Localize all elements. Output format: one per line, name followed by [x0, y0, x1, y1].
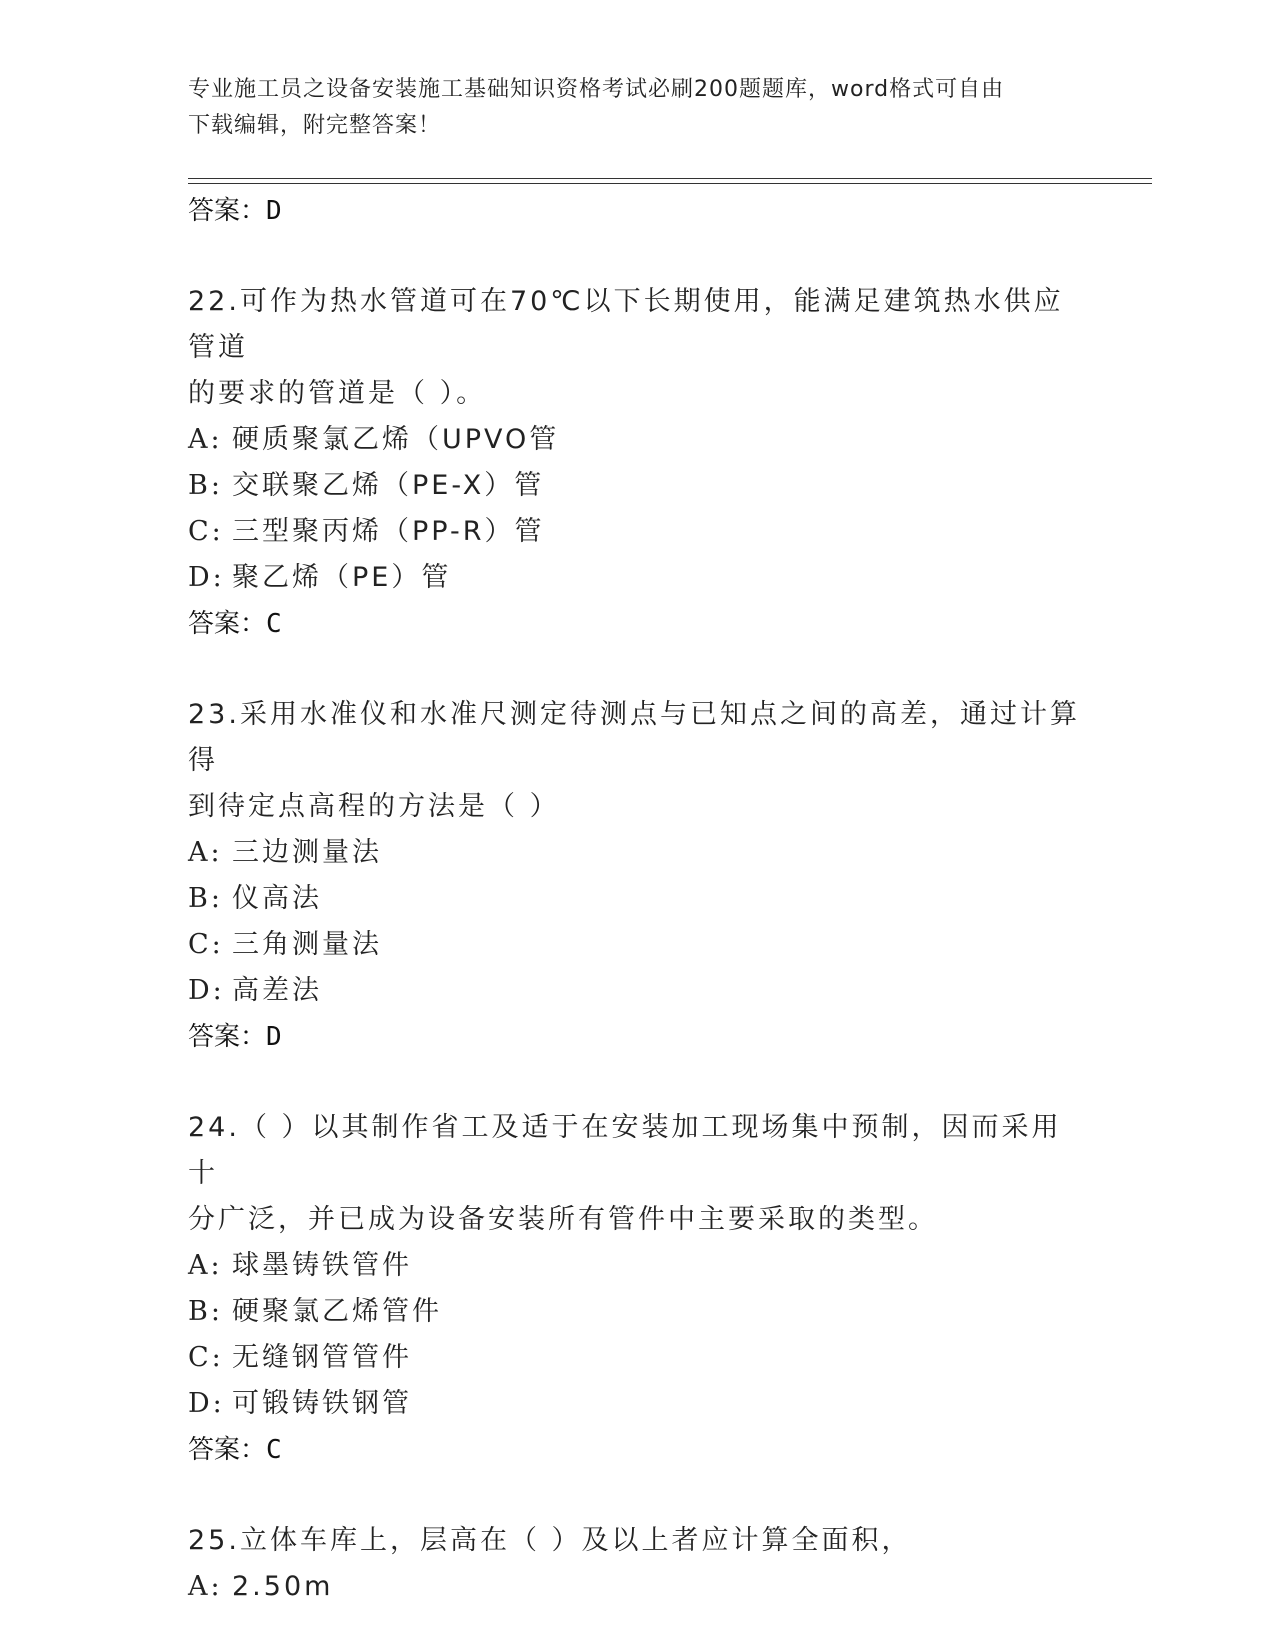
document-header: [188, 72, 1088, 144]
question-22: [188, 279, 1088, 647]
option-key: D:: [188, 975, 225, 1006]
question-gap: [188, 1473, 1088, 1518]
answer-value: D: [266, 196, 282, 226]
option-key: C:: [188, 929, 224, 960]
option-key: D:: [188, 1388, 225, 1419]
question-gap: [188, 647, 1088, 692]
option-a: [188, 1564, 1088, 1610]
header-divider-top: [188, 178, 1152, 179]
option-key: D:: [188, 562, 225, 593]
option-d: [188, 1381, 1088, 1427]
option-c: [188, 509, 1088, 555]
option-text: 聚乙烯（PE）管: [232, 562, 452, 593]
answer-label: 答案：: [188, 196, 267, 226]
option-key: B:: [188, 1296, 223, 1327]
option-b: [188, 463, 1088, 509]
option-key: A:: [188, 837, 223, 868]
question-stem-line: 25.立体车库上，层高在（ ）及以上者应计算全面积，: [188, 1525, 912, 1556]
option-key: A:: [188, 1250, 223, 1281]
answer-label: 答案：: [188, 609, 267, 639]
option-text: 三边测量法: [232, 837, 382, 868]
question-stem-line: 分广泛，并已成为设备安装所有管件中主要采取的类型。: [188, 1204, 938, 1235]
answer-line: [188, 188, 1088, 234]
answer-label: 答案：: [188, 1022, 267, 1052]
question-gap: [188, 234, 1088, 279]
header-divider-bottom: [188, 183, 1152, 184]
header-line-1: 专业施工员之设备安装施工基础知识资格考试必刷200题题库，word格式可自由: [188, 77, 1005, 102]
option-text: 球墨铸铁管件: [232, 1250, 412, 1281]
answer-label: 答案：: [188, 1435, 267, 1465]
option-a: [188, 830, 1088, 876]
answer-line: [188, 601, 1088, 647]
option-text: 三角测量法: [232, 929, 382, 960]
option-text: 硬质聚氯乙烯（UPVO管: [232, 424, 560, 455]
option-text: 2.50m: [232, 1571, 334, 1602]
option-key: C:: [188, 1342, 224, 1373]
option-key: A:: [188, 1571, 223, 1602]
question-25: [188, 1518, 1088, 1610]
option-text: 无缝钢管管件: [232, 1342, 412, 1373]
option-a: [188, 417, 1088, 463]
option-text: 硬聚氯乙烯管件: [232, 1296, 442, 1327]
option-b: [188, 1289, 1088, 1335]
option-text: 仪高法: [232, 883, 322, 914]
option-d: [188, 968, 1088, 1014]
option-d: [188, 555, 1088, 601]
option-text: 三型聚丙烯（PP-R）管: [232, 516, 545, 547]
question-stem-line: 22.可作为热水管道可在70℃以下长期使用，能满足建筑热水供应管道: [188, 286, 1064, 363]
answer-value: C: [266, 609, 282, 639]
question-23: [188, 692, 1088, 1060]
option-b: [188, 876, 1088, 922]
option-key: B:: [188, 470, 223, 501]
question-24: [188, 1105, 1088, 1473]
option-a: [188, 1243, 1088, 1289]
question-stem-line: 的要求的管道是（ ）。: [188, 378, 487, 409]
question-stem-line: 23.采用水准仪和水准尺测定待测点与已知点之间的高差，通过计算得: [188, 699, 1080, 776]
question-stem-line: 24.（ ）以其制作省工及适于在安装加工现场集中预制，因而采用十: [188, 1112, 1062, 1189]
answer-line: [188, 1014, 1088, 1060]
answer-value: C: [266, 1435, 282, 1465]
option-text: 高差法: [232, 975, 322, 1006]
option-key: C:: [188, 516, 224, 547]
option-text: 可锻铸铁钢管: [232, 1388, 412, 1419]
option-key: B:: [188, 883, 223, 914]
option-key: A:: [188, 424, 223, 455]
option-text: 交联聚乙烯（PE-X）管: [232, 470, 545, 501]
answer-line: [188, 1427, 1088, 1473]
option-c: [188, 922, 1088, 968]
question-stem-line: 到待定点高程的方法是（ ）: [188, 791, 560, 822]
option-c: [188, 1335, 1088, 1381]
question-gap: [188, 1060, 1088, 1105]
header-line-2: 下载编辑，附完整答案！: [188, 113, 442, 138]
answer-value: D: [266, 1022, 282, 1052]
question-list: [188, 188, 1088, 1610]
